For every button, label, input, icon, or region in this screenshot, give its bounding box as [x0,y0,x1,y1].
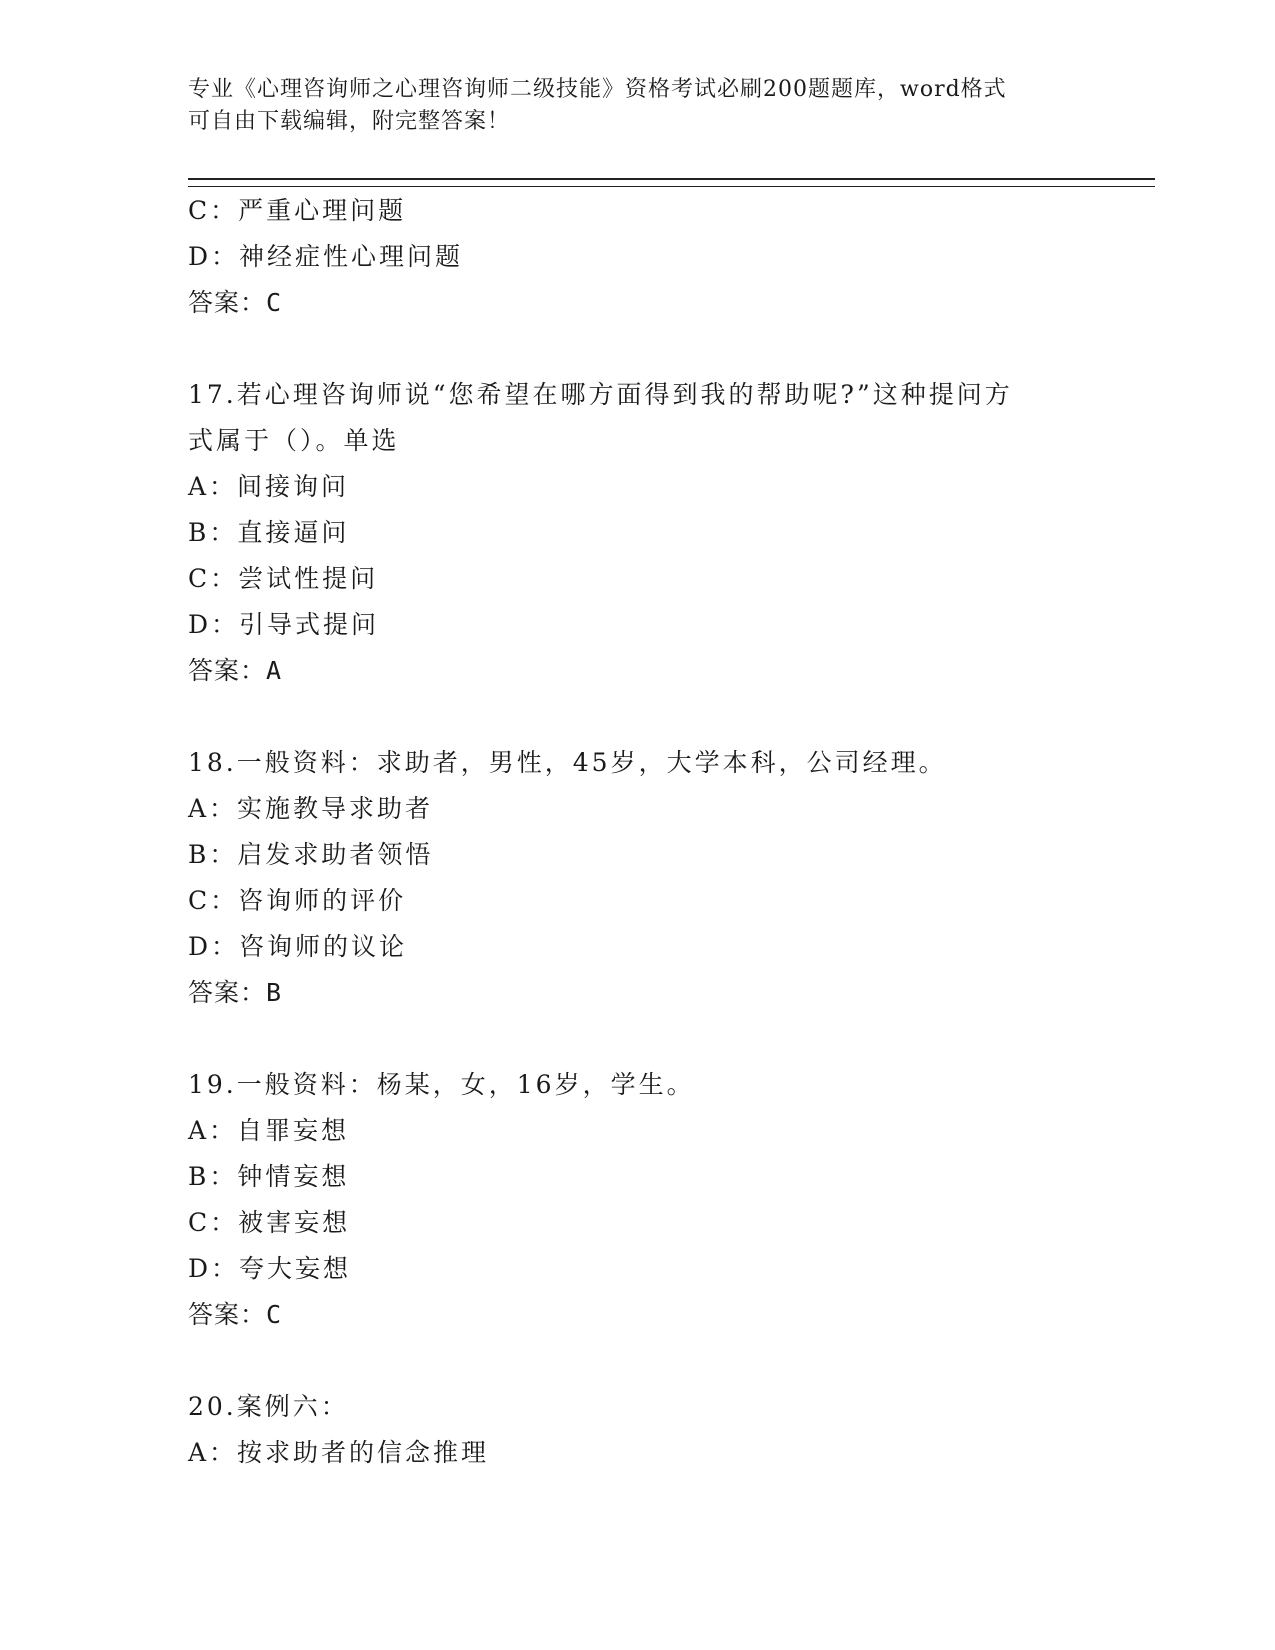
question-20 [188,1384,1088,1476]
document-header [188,74,1088,138]
header-line-1: 专业《心理咨询师之心理咨询师二级技能》资格考试必刷200题题库，word格式 [188,77,1007,102]
answer-value: A [266,656,283,685]
option-a: A：间接询问 [188,472,350,501]
option-b: B：直接逼问 [188,518,350,547]
option-a: A：按求助者的信念推理 [188,1438,490,1467]
answer-value: B [266,978,283,1007]
option-d: D：咨询师的议论 [188,932,408,961]
answer-line [188,1292,1088,1338]
answer-label: 答案： [188,978,267,1007]
option-d: D：夸大妄想 [188,1254,352,1283]
question-text-cont: 式属于（）。单选 [188,426,400,455]
question-17 [188,372,1088,694]
question-text: 19.一般资料：杨某，女，16岁，学生。 [188,1070,695,1099]
answer-label: 答案： [188,1300,267,1329]
answer-line [188,648,1088,694]
answer-label: 答案： [188,656,267,685]
option-a: A：自罪妄想 [188,1116,350,1145]
option-b: B：启发求助者领悟 [188,840,434,869]
question-text: 17.若心理咨询师说“您希望在哪方面得到我的帮助呢?”这种提问方 [188,380,1013,409]
option-c: C：咨询师的评价 [188,886,407,915]
option-c: C：严重心理问题 [188,196,407,225]
option-a: A：实施教导求助者 [188,794,434,823]
header-divider [188,178,1155,187]
option-c: C：被害妄想 [188,1208,351,1237]
question-text: 20.案例六： [188,1392,349,1421]
answer-line [188,970,1088,1016]
question-fragment [188,188,1088,326]
question-19 [188,1062,1088,1338]
document-body [188,188,1088,1476]
question-18 [188,740,1088,1016]
option-c: C：尝试性提问 [188,564,379,593]
option-b: B：钟情妄想 [188,1162,350,1191]
answer-line [188,280,1088,326]
option-d: D：引导式提问 [188,610,380,639]
answer-value: C [266,288,283,317]
option-d: D：神经症性心理问题 [188,242,464,271]
answer-label: 答案： [188,288,267,317]
answer-value: C [266,1300,283,1329]
question-text: 18.一般资料：求助者，男性，45岁，大学本科，公司经理。 [188,748,947,777]
header-line-2: 可自由下载编辑，附完整答案！ [188,109,511,134]
